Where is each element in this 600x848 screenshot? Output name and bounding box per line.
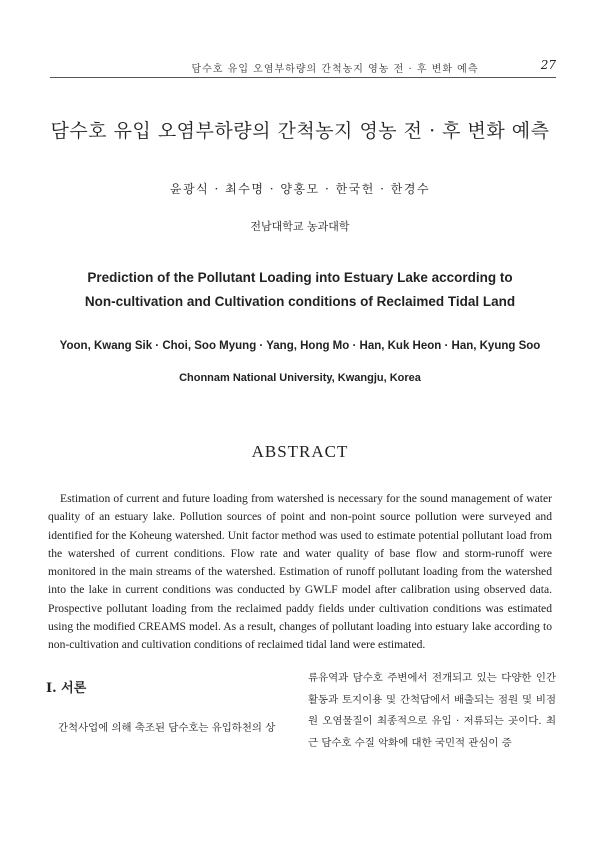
abstract-body	[48, 490, 552, 655]
authors-english: Yoon, Kwang Sik · Choi, Soo Myung · Yang, Hong Mo · Han, Kuk Heon · Han, Kyung Soo	[59, 340, 541, 352]
intro-left-text: 간척사업에 의해 축조된 담수호는 유입하천의 상	[58, 722, 276, 734]
running-head: 담수호 유입 오염부하량의 간척농지 영농 전 · 후 변화 예측	[191, 64, 479, 75]
paper-title-english-line1: Prediction of the Pollutant Loading into Estuary Lake according to	[87, 270, 513, 285]
authors-korean: 윤광식 · 최수명 · 양홍모 · 한국헌 · 한경수	[169, 182, 431, 196]
section-heading-introduction: I. 서론	[46, 681, 87, 696]
paper-title-english-line2: Non-cultivation and Cultivation conditions of Reclaimed Tidal Land	[84, 294, 516, 309]
affiliation-korean: 전남대학교 농과대학	[250, 220, 350, 233]
paper-title-korean: 담수호 유입 오염부하량의 간척농지 영농 전 · 후 변화 예측	[50, 120, 550, 142]
abstract-heading: ABSTRACT	[251, 442, 349, 461]
intro-left-column	[46, 718, 290, 739]
page-number: 27	[540, 58, 556, 72]
paper-title-english	[30, 266, 570, 314]
affiliation-english: Chonnam National University, Kwangju, Korea	[179, 372, 421, 384]
abstract-text: Estimation of current and future loading from watershed is necessary for the sound management of water quality of an estuary lake. Pollution sources of point and non-point source pollution were surveyed and identified for the Koheung watershed. Unit factor method was used to estimate potential pollutant load from the watershed of current conditions. Flow rate and water quality of base flow and storm-runoff were monitored in the main streams of the watershed. Estimation of runoff pollutant loading from the watershed into the lake in current conditions was conducted by GWLF model after calibration using observed data. Prospective pollutant loading from the reclaimed paddy fields under cultivation conditions was estimated using the modified CREAMS model. As a result, changes of pollutant loading into estuary lake according to non-cultivation and cultivation conditions of reclaimed tidal land were estimated.	[48, 492, 552, 652]
intro-right-column: 류유역과 담수호 주변에서 전개되고 있는 다양한 인간활동과 토지이용 및 간척답에서 배출되는 점원 및 비점원 오염물질이 최종적으로 유입 · 저류되는 곳이다. 최근 담수호 수질 악화에 대한 국민적 관심이 증	[308, 672, 556, 749]
header-rule	[50, 77, 556, 78]
